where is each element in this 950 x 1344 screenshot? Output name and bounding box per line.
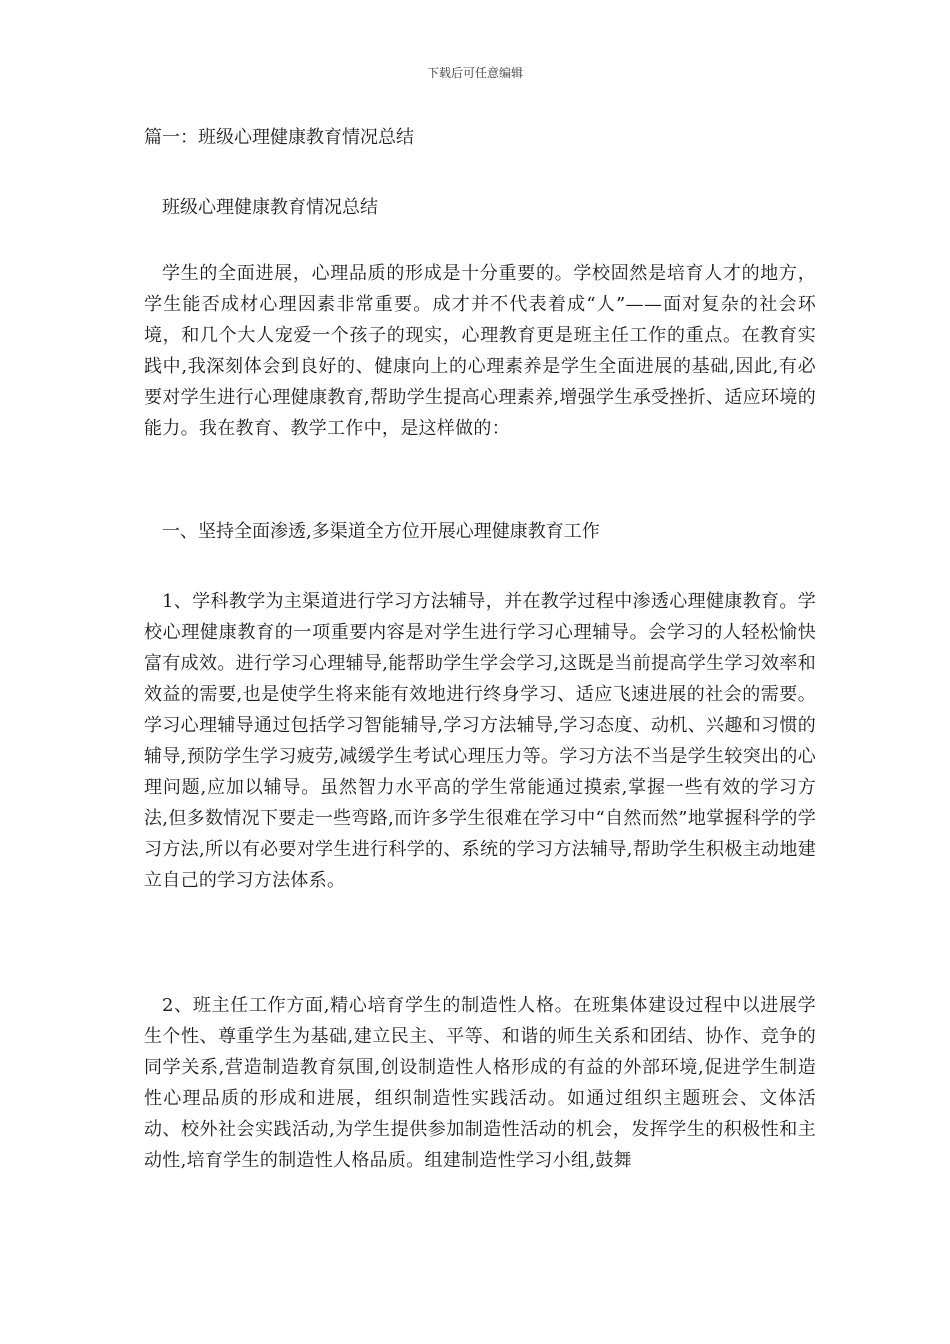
document-subtitle: 班级心理健康教育情况总结 bbox=[162, 197, 378, 218]
paragraph-point-1: 1、学科教学为主渠道进行学习方法辅导，并在教学过程中渗透心理健康教育。学校心理健康教育的一项重要内容是对学生进行学习心理辅导。会学习的人轻松愉快富有成效。进行学习心理辅导,能帮助学生学会学习,这既是当前提高学生学习效率和效益的需要,也是使学生将来能有效地进行终身学习、适应飞速进展的社会的需要。学习心理辅导通过包括学习智能辅导,学习方法辅导,学习态度、动机、兴趣和习惯的辅导,预防学生学习疲劳,减缓学生考试心理压力等。学习方法不当是学生较突出的心理问题,应加以辅导。虽然智力水平高的学生常能通过摸索,掌握一些有效的学习方法,但多数情况下要走一些弯路,而许多学生很难在学习中“自然而然”地掌握科学的学习方法,所以有必要对学生进行科学的、系统的学习方法辅导,帮助学生积极主动地建立自己的学习方法体系。 bbox=[144, 591, 816, 891]
intro-paragraph: 学生的全面进展，心理品质的形成是十分重要的。学校固然是培育人才的地方，学生能否成材心理因素非常重要。成才并不代表着成“人”——面对复杂的社会环境，和几个大人宠爱一个孩子的现实，心理教育更是班主任工作的重点。在教育实践中,我深刻体会到良好的、健康向上的心理素养是学生全面进展的基础,因此,有必要对学生进行心理健康教育,帮助学生提高心理素养,增强学生承受挫折、适应环境的能力。我在教育、教学工作中，是这样做的： bbox=[144, 263, 816, 439]
paragraph-point-2: 2、班主任工作方面,精心培育学生的制造性人格。在班集体建设过程中以进展学生个性、尊重学生为基础,建立民主、平等、和谐的师生关系和团结、协作、竞争的同学关系,营造制造教育氛围,创设制造性人格形成的有益的外部环境,促进学生制造性心理品质的形成和进展，组织制造性实践活动。如通过组织主题班会、文体活动、校外社会实践活动,为学生提供参加制造性活动的机会，发挥学生的积极性和主动性,培育学生的制造性人格品质。组建制造性学习小组,鼓舞 bbox=[144, 995, 816, 1171]
document-title: 篇一：班级心理健康教育情况总结 bbox=[144, 127, 414, 148]
header-note: 下载后可任意编辑 bbox=[426, 66, 523, 80]
section-heading-1: 一、坚持全面渗透,多渠道全方位开展心理健康教育工作 bbox=[162, 521, 600, 542]
